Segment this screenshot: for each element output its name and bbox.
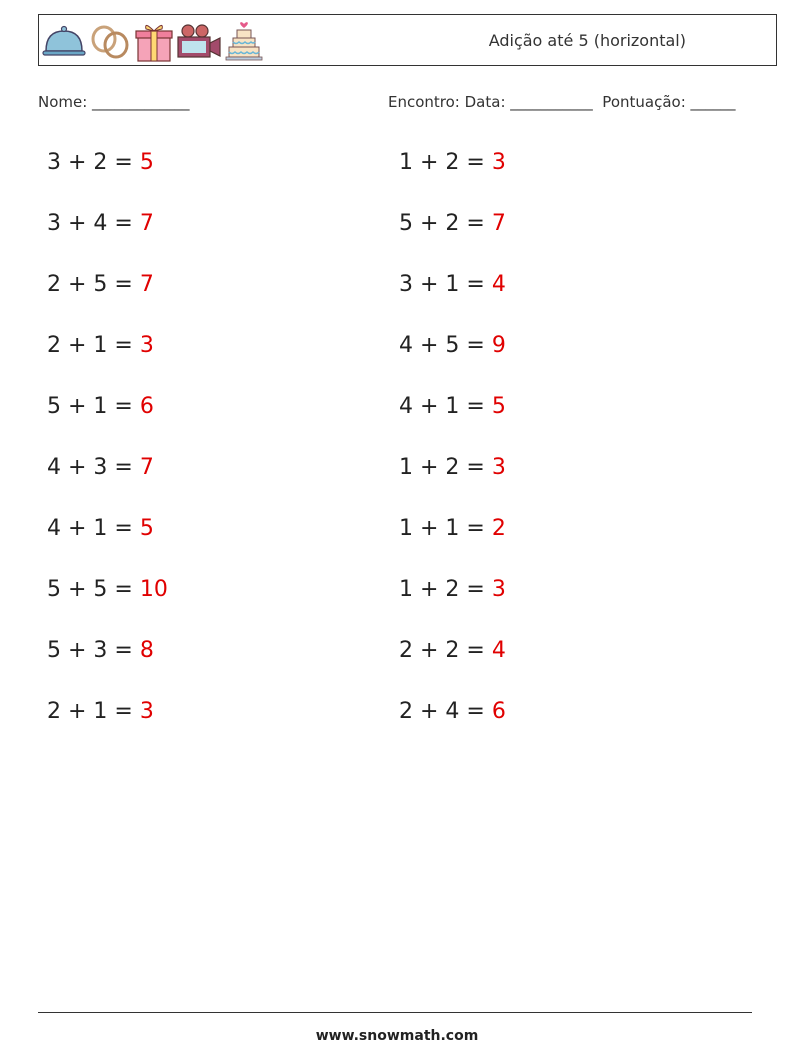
header-icons	[42, 18, 264, 64]
problem-expression: 4 + 1 =	[399, 394, 492, 419]
problem-right-2	[399, 210, 506, 238]
problem-left-2	[47, 210, 154, 238]
problem-expression: 5 + 5 =	[47, 577, 140, 602]
problem-left-10	[47, 698, 154, 726]
problem-expression: 3 + 1 =	[399, 272, 492, 297]
problem-right-4	[399, 332, 506, 360]
problem-answer: 5	[491, 394, 506, 419]
gift-icon	[134, 19, 174, 63]
problem-left-1	[47, 149, 154, 177]
problem-answer: 10	[139, 577, 168, 602]
problem-expression: 1 + 1 =	[399, 516, 492, 541]
problem-expression: 2 + 4 =	[399, 699, 492, 724]
worksheet-title: Adição até 5 (horizontal)	[488, 31, 686, 50]
problem-answer: 3	[491, 577, 506, 602]
problem-left-7	[47, 515, 154, 543]
problem-right-1	[399, 149, 506, 177]
problem-expression: 1 + 2 =	[399, 455, 492, 480]
problem-right-8	[399, 576, 506, 604]
problem-answer: 7	[491, 211, 506, 236]
problem-expression: 4 + 5 =	[399, 333, 492, 358]
problem-answer: 6	[139, 394, 154, 419]
problem-expression: 3 + 2 =	[47, 150, 140, 175]
problem-right-9	[399, 637, 506, 665]
problem-expression: 5 + 2 =	[399, 211, 492, 236]
problem-answer: 3	[139, 699, 154, 724]
problem-right-5	[399, 393, 506, 421]
problem-left-3	[47, 271, 154, 299]
problem-answer: 4	[491, 272, 506, 297]
problem-expression: 2 + 5 =	[47, 272, 140, 297]
date-score-label: Encontro: Data: ___________ Pontuação: ______	[388, 93, 736, 111]
cloche-icon	[42, 21, 86, 61]
problem-answer: 5	[139, 516, 154, 541]
problem-left-9	[47, 637, 154, 665]
problem-expression: 4 + 1 =	[47, 516, 140, 541]
problem-answer: 7	[139, 272, 154, 297]
problem-answer: 9	[491, 333, 506, 358]
problem-answer: 5	[139, 150, 154, 175]
problem-answer: 3	[491, 150, 506, 175]
footer-url: www.snowmath.com	[315, 1028, 479, 1044]
problem-expression: 1 + 2 =	[399, 150, 492, 175]
problem-left-4	[47, 332, 154, 360]
problem-expression: 1 + 2 =	[399, 577, 492, 602]
problem-left-5	[47, 393, 154, 421]
problem-answer: 4	[491, 638, 506, 663]
name-field-label: Nome: _____________	[38, 93, 190, 111]
problem-right-6	[399, 454, 506, 482]
problem-left-8	[47, 576, 168, 604]
footer-divider	[38, 1012, 752, 1013]
problem-expression: 4 + 3 =	[47, 455, 140, 480]
wedding-cake-icon	[224, 18, 264, 64]
problem-expression: 2 + 2 =	[399, 638, 492, 663]
problem-answer: 2	[491, 516, 506, 541]
problem-right-3	[399, 271, 506, 299]
problem-answer: 7	[139, 455, 154, 480]
wedding-rings-icon	[88, 21, 132, 61]
problem-right-7	[399, 515, 506, 543]
worksheet-header	[38, 14, 777, 66]
problem-answer: 7	[139, 211, 154, 236]
problem-expression: 3 + 4 =	[47, 211, 140, 236]
video-camera-icon	[176, 21, 222, 61]
problem-expression: 5 + 1 =	[47, 394, 140, 419]
problem-right-10	[399, 698, 506, 726]
problem-answer: 3	[491, 455, 506, 480]
problem-answer: 8	[139, 638, 154, 663]
problem-expression: 2 + 1 =	[47, 699, 140, 724]
problem-left-6	[47, 454, 154, 482]
problem-expression: 5 + 3 =	[47, 638, 140, 663]
problem-answer: 6	[491, 699, 506, 724]
problem-expression: 2 + 1 =	[47, 333, 140, 358]
problem-answer: 3	[139, 333, 154, 358]
